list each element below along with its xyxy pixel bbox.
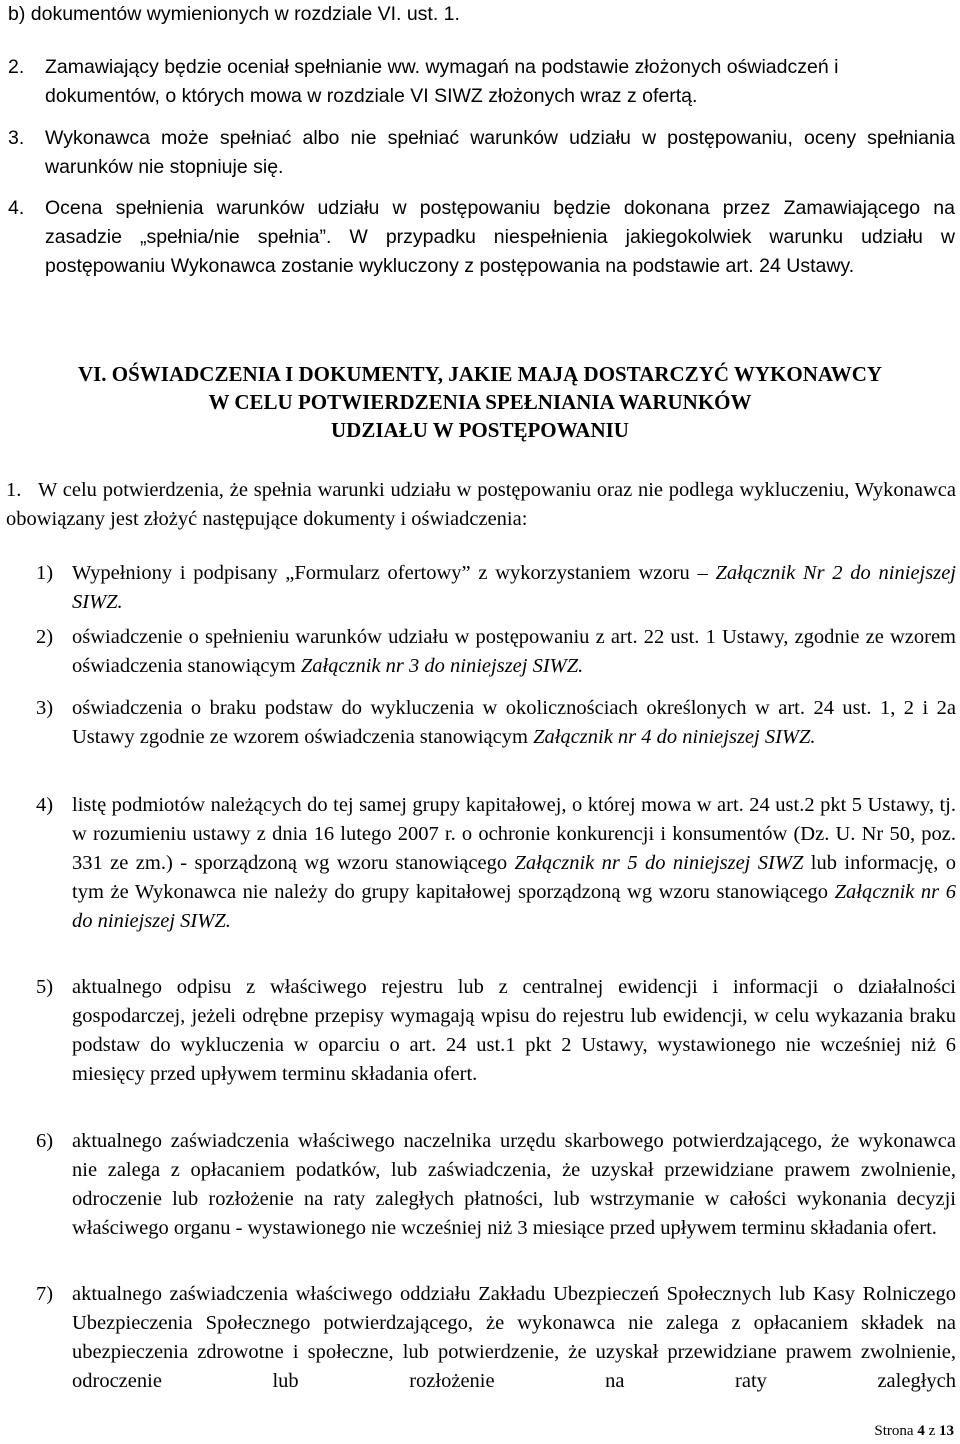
list-item-7: aktualnego zaświadczenia właściwego oddziału Zakładu Ubezpieczeń Społecznych lub Kasy Rolniczego Ubezpieczenia Społecznego potwierdzającego, że wykonawca nie zalega z opłacaniem składek na ubezpieczenia zdrowotne i społeczne, lub potwierdzenie, że uzyskał przewidziane prawem zwolnienie, odroczenie lub rozłożenie na raty zaległych [72, 1283, 956, 1392]
list-item-2 [72, 623, 956, 681]
list-item-number: 1) [36, 562, 54, 584]
list-item-number: 7) [36, 1283, 54, 1305]
attachment-reference: Załącznik nr 3 do niniejszej SIWZ. [300, 655, 584, 677]
total-pages: 13 [939, 1423, 954, 1439]
attachment-reference: Załącznik nr 4 do niniejszej SIWZ. [533, 726, 816, 748]
page-number-footer [874, 1422, 954, 1440]
paragraph-4: Ocena spełnienia warunków udziału w postępowaniu będzie dokonana przez Zamawiającego na zasadzie „spełnia/nie spełnia”. W przypadku niespełnienia jakiegokolwiek warunku udziału w postępowaniu Wykonawca zostanie wykluczony z postępowania na podstawie art. 24 Ustawy. [45, 197, 955, 277]
list-item-4 [72, 791, 956, 936]
paragraph-number: 4. [8, 197, 25, 219]
section-heading-line-3: UDZIAŁU W POSTĘPOWANIU [331, 418, 629, 442]
paragraph-number: 1. [6, 479, 22, 501]
list-item-number: 6) [36, 1130, 54, 1152]
list-item-number: 2) [36, 626, 54, 648]
list-item-text: lub informację, o tym że Wykonawca nie należy do grupy kapitałowej sporządzoną wg wzoru stanowiącego [72, 852, 957, 903]
page-label: Strona [874, 1423, 914, 1439]
paragraph-number: 2. [8, 56, 25, 78]
list-item-number: 4) [36, 794, 54, 816]
page-separator: z [928, 1423, 936, 1439]
list-item-text: oświadczenie o spełnieniu warunków udziału w postępowaniu z art. 22 ust. 1 Ustawy, zgodnie ze wzorem oświadczenia stanowiącym [72, 626, 956, 677]
paragraph-number: 3. [8, 127, 25, 149]
attachment-reference: Załącznik nr 6 do niniejszej SIWZ. [72, 881, 956, 932]
list-item-3 [72, 694, 956, 752]
list-item-5: aktualnego odpisu z właściwego rejestru lub z centralnej ewidencji i informacji o działalności gospodarczej, jeżeli odrębne przepisy wymagają wpisu do rejestru lub ewidencji, w celu wykazania braku podstaw do wykluczenia w oparciu o art. 24 ust.1 pkt 2 Ustawy, wystawionego nie wcześniej niż 6 miesięcy przed upływem terminu składania ofert. [72, 976, 956, 1085]
list-item-number: 3) [36, 697, 54, 719]
attachment-reference: Załącznik nr 5 do niniejszej SIWZ [514, 852, 804, 874]
paragraph-2: Zamawiający będzie oceniał spełnianie ww. wymagań na podstawie złożonych oświadczeń i dokumentów, o których mowa w rozdziale VI SIWZ złożonych wraz z ofertą. [45, 56, 839, 107]
paragraph-1: W celu potwierdzenia, że spełnia warunki udziału w postępowaniu oraz nie podlega wykluczeniu, Wykonawca obowiązany jest złożyć następujące dokumenty i oświadczenia: [6, 479, 956, 530]
list-item-text: Wypełniony i podpisany „Formularz ofertowy” z wykorzystaniem wzoru – [72, 562, 716, 584]
list-item-6: aktualnego zaświadczenia właściwego naczelnika urzędu skarbowego potwierdzającego, że wykonawca nie zalega z opłacaniem podatków, lub zaświadczenia, że uzyskał przewidziane prawem zwolnienie, odroczenie lub rozłożenie na raty zaległych płatności, lub wstrzymanie w całości wykonania decyzji właściwego organu - wystawionego nie wcześniej niż 3 miesiące przed upływem terminu składania ofert. [72, 1130, 956, 1239]
list-item-b: b) dokumentów wymienionych w rozdziale VI. ust. 1. [8, 3, 460, 25]
section-heading-line-1: VI. OŚWIADCZENIA I DOKUMENTY, JAKIE MAJĄ DOSTARCZYĆ WYKONAWCY [77, 362, 883, 386]
section-heading-line-2: W CELU POTWIERDZENIA SPEŁNIANIA WARUNKÓW [208, 390, 752, 414]
list-item-number: 5) [36, 976, 54, 998]
paragraph-3: Wykonawca może spełniać albo nie spełniać warunków udziału w postępowaniu, oceny spełniania warunków nie stopniuje się. [45, 127, 955, 178]
list-item-text: listę podmiotów należących do tej samej grupy kapitałowej, o której mowa w art. 24 ust.2 pkt 5 Ustawy, tj. w rozumieniu ustawy z dnia 16 lutego 2007 r. o ochronie konkurencji i konsumentów (Dz. U. Nr 50, poz. 331 ze zm.) - sporządzoną wg wzoru stanowiącego [72, 794, 956, 874]
attachment-reference: Załącznik Nr 2 do niniejszej SIWZ. [72, 562, 956, 613]
list-item-1 [72, 559, 956, 617]
list-item-text: oświadczenia o braku podstaw do wykluczenia w okolicznościach określonych w art. 24 ust. 1, 2 i 2a Ustawy zgodnie ze wzorem oświadczenia stanowiącym [72, 697, 956, 748]
current-page: 4 [917, 1423, 925, 1439]
